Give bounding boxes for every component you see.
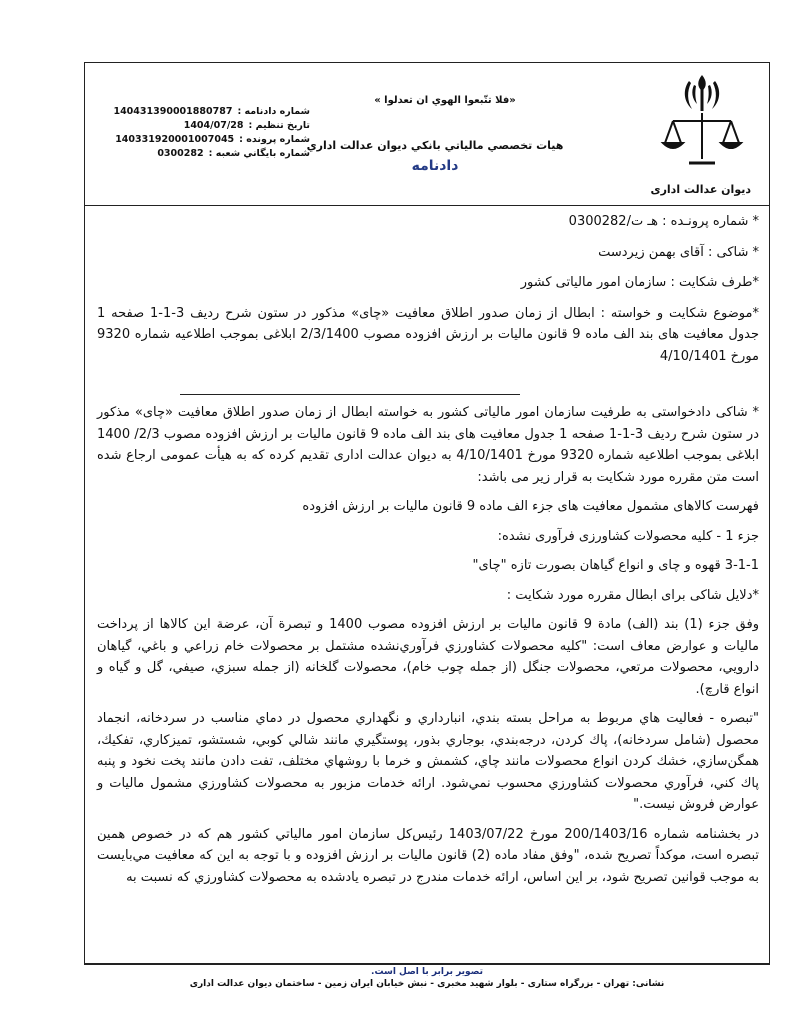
meta-value: 140431390001880787 xyxy=(113,106,233,117)
petition-paragraph: * شاکی دادخواستی به طرفیت سازمان امور مالیاتی کشور به خواسته ابطال از زمان صدور اطلاق معافیت «چای» مذکور در ستون شرح ردیف 3-1-1 صفحه 1 جدول معافیت های بند الف ماده 9 قانون مالیات بر ارزش افزوده مصوب 2/3/ 1400 ابلاغی بموجب اطلاعیه شماره 9320 مورخ 4/10/1401 به دیوان عدالت اداری تقدیم کرده که به هیأت عمومی ارجاع شده است متن مقرره مورد شکایت به قرار زیر می باشد: xyxy=(97,405,759,485)
case-number-line: * شماره پرونـده : هـ ت/0300282 xyxy=(568,214,759,229)
document-footer xyxy=(84,964,770,997)
verse-text: «فلا تتّبعوا الهوي ان تعدلوا » xyxy=(374,95,516,106)
reasons-paragraph-2: "تبصره - فعاليت هاي مربوط به مراحل بسته بندي، انبارداري و نگهداري محصول در دماي مناسب در سردخانه، انجماد محصول (شامل سردخانه)، پاك كردن، درجه‌بندي، بوجاري بذور، پوستگيري مانند شالي كوبي، شستشو، تميزكاري، تفكيك، همگن‌سازي، خشك كردن انواع محصولات مانند چاي، كشمش و خرما با روشهاي مختلف، تفت دادن مانند پخت نخود و پنبه پاك كني، فرآوري محصولات كشاورزي محسوب نمي‌شود. ارائه خدمات مزبور به محصولات كشاورزي مشمول ماليات و عوارض فروش نيست." xyxy=(97,711,759,812)
item-1-line: جزء 1 - کلیه محصولات کشاورزی فرآوری نشده: xyxy=(497,528,759,544)
board-title: هيات تخصصي مالياتي بانكي ديوان عدالت اداري xyxy=(306,139,564,152)
meta-label: شماره بايگاني شعبه : xyxy=(208,148,310,159)
plaintiff-line: * شاکی : آقای بهمن زیردست xyxy=(598,244,759,260)
meta-value: 140331920001007045 xyxy=(115,134,235,145)
reasons-paragraph-1: وفق جزء (1) بند (الف) مادة 9 قانون ماليات بر ارزش افزوده مصوب 1400 و تبصرة آن، عرضة اين كالاها از پرداخت ماليات و عوارض معاف است: "كليه محصولات كشاورزي فرآوري‌نشده مشتمل بر محصولات خام زراعي و باغي، گياهان دارويي، محصولات مرتعي، محصولات جنگل (از جمله چوب خام)، محصولات گلخانه (از جمله سبزي، صيفي، گل و گياه و انواع قارچ). xyxy=(97,617,759,697)
certified-copy-note: تصویر برابر با اصل است. xyxy=(371,967,483,977)
defendant-line: *طرف شکایت : سازمان امور مالیاتی کشور xyxy=(520,275,759,290)
reasons-paragraph-3: در بخشنامه شماره 200/1403/16 مورخ 1403/07/22 رئيس‌كل سازمان امور مالياتي كشور هم كه در خصوص همين تبصره است، موكداً تصريح شده، "وفق مفاد ماده (2) قانون ماليات بر ارزش افزوده و با توجه به اين كه معافيت مي‌بايست به موجب قوانين تصريح شود، بر اين اساس، ارائه خدمات مندرج در تبصره يادشده به محصولات كشاورزي كه نسبت به xyxy=(97,826,760,885)
document-page xyxy=(84,62,770,964)
meta-row-issue-date xyxy=(100,119,310,133)
case-metadata xyxy=(100,105,310,161)
subject-paragraph: *موضوع شکایت و خواسته : ابطال از زمان صدور اطلاق معافیت «چای» مذکور در ستون شرح ردیف 3-1-1 صفحه 1 جدول معافیت های بند الف ماده 9 قانون مالیات بر ارزش افزوده مصوب 2/3/1400 ابلاغی بموجب اطلاعیه شماره 9320 مورخ 4/10/1401 xyxy=(97,305,759,364)
meta-row-case-number xyxy=(100,133,310,147)
document-type-title: دادنامه xyxy=(411,158,459,174)
meta-row-verdict-number xyxy=(100,105,310,119)
meta-label: شماره پرونده : xyxy=(239,134,310,145)
meta-value: 0300282 xyxy=(157,148,204,159)
document-body xyxy=(97,211,759,888)
document-header xyxy=(85,63,769,206)
court-name: دیوان عدالت اداری xyxy=(650,183,751,196)
meta-row-archive-number xyxy=(100,147,310,161)
item-3-1-1-line: 3-1-1 قهوه و چای و انواع گیاهان بصورت تازه "چای" xyxy=(472,558,759,573)
meta-label: شماره دادنامه : xyxy=(237,106,310,117)
meta-value: 1404/07/28 xyxy=(183,120,244,131)
address-line: نشانی: تهران - بزرگراه ستاری - بلوار شهید مخبری - نبش خیابان ایران زمین - ساختمان دیوان عدالت اداری xyxy=(189,979,665,989)
meta-label: تاريخ تنظيم : xyxy=(248,120,310,131)
exemption-list-title: فهرست کالاهای مشمول معافیت های جزء الف ماده 9 قانون مالیات بر ارزش افزوده xyxy=(302,499,759,514)
reasons-heading: *دلایل شاکی برای ابطال مقرره مورد شکایت : xyxy=(506,587,759,603)
emblem-scales-icon xyxy=(659,71,745,171)
